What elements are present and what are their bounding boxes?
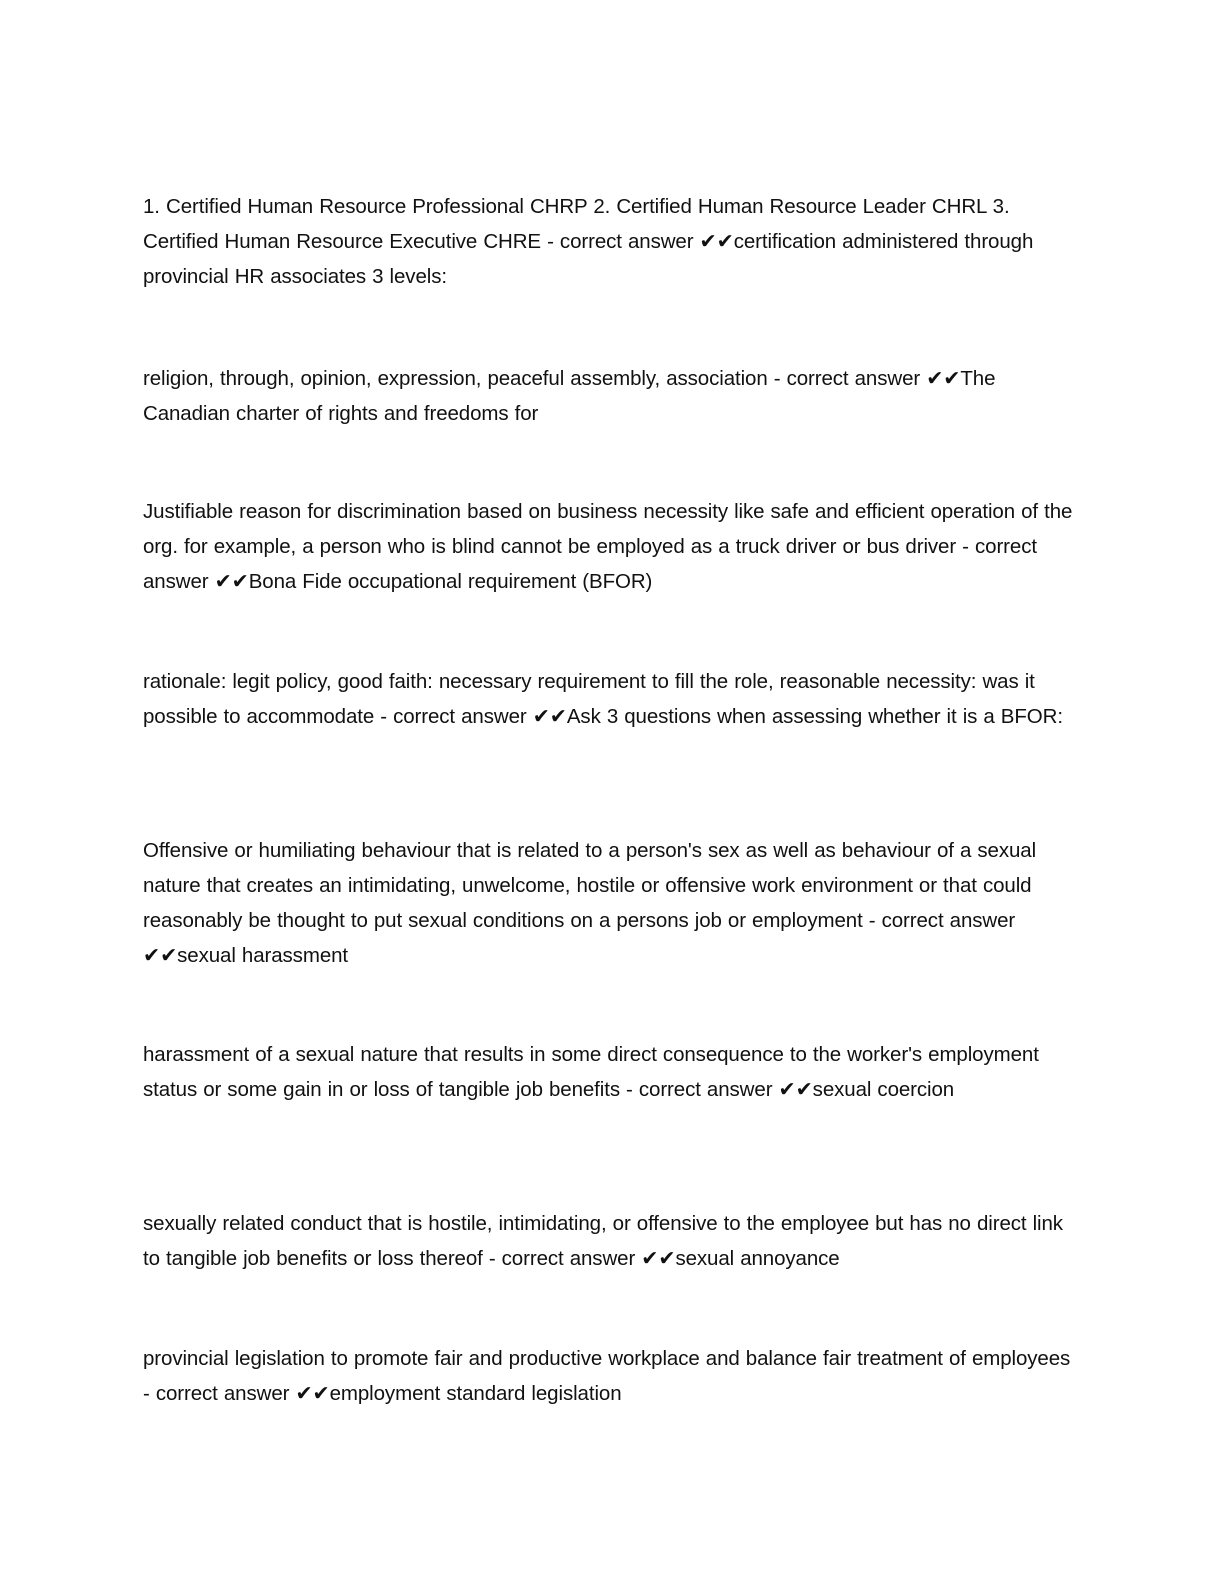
qa-entry-bfor-definition: Justifiable reason for discrimination based on business necessity like safe and efficient operation of the org. for example, a person who is blind cannot be employed as a truck driver or bus driver - correct answer ✔✔Bona Fide occupational requirement (BFOR) <box>143 500 1073 593</box>
qa-entry-chrp-certifications: 1. Certified Human Resource Professional CHRP 2. Certified Human Resource Leader CHRL 3. Certified Human Resource Executive CHRE - correct answer ✔✔certification administered through provincial HR associates 3 levels: <box>143 195 1034 288</box>
qa-entry-sexual-harassment: Offensive or humiliating behaviour that is related to a person's sex as well as behaviour of a sexual nature that creates an intimidating, unwelcome, hostile or offensive work environment or that could reasonably be thought to put sexual conditions on a persons job or employment - correct answer ✔✔sexual harassment <box>143 839 1037 967</box>
qa-entry-sexual-annoyance: sexually related conduct that is hostile, intimidating, or offensive to the employee but has no direct link to tangible job benefits or loss thereof - correct answer ✔✔sexual annoyance <box>143 1212 1063 1270</box>
qa-entry-charter-freedoms: religion, through, opinion, expression, peaceful assembly, association - correct answer ✔✔The Canadian charter of rights and freedoms for <box>143 367 996 425</box>
qa-entry-employment-standards: provincial legislation to promote fair and productive workplace and balance fair treatment of employees - correct answer ✔✔employment standard legislation <box>143 1347 1071 1405</box>
qa-entry-bfor-questions: rationale: legit policy, good faith: necessary requirement to fill the role, reasonable necessity: was it possible to accommodate - correct answer ✔✔Ask 3 questions when assessing whether it is a BFOR: <box>143 670 1063 728</box>
qa-entry-sexual-coercion: harassment of a sexual nature that results in some direct consequence to the worker's employment status or some gain in or loss of tangible job benefits - correct answer ✔✔sexual coercion <box>143 1043 1039 1101</box>
